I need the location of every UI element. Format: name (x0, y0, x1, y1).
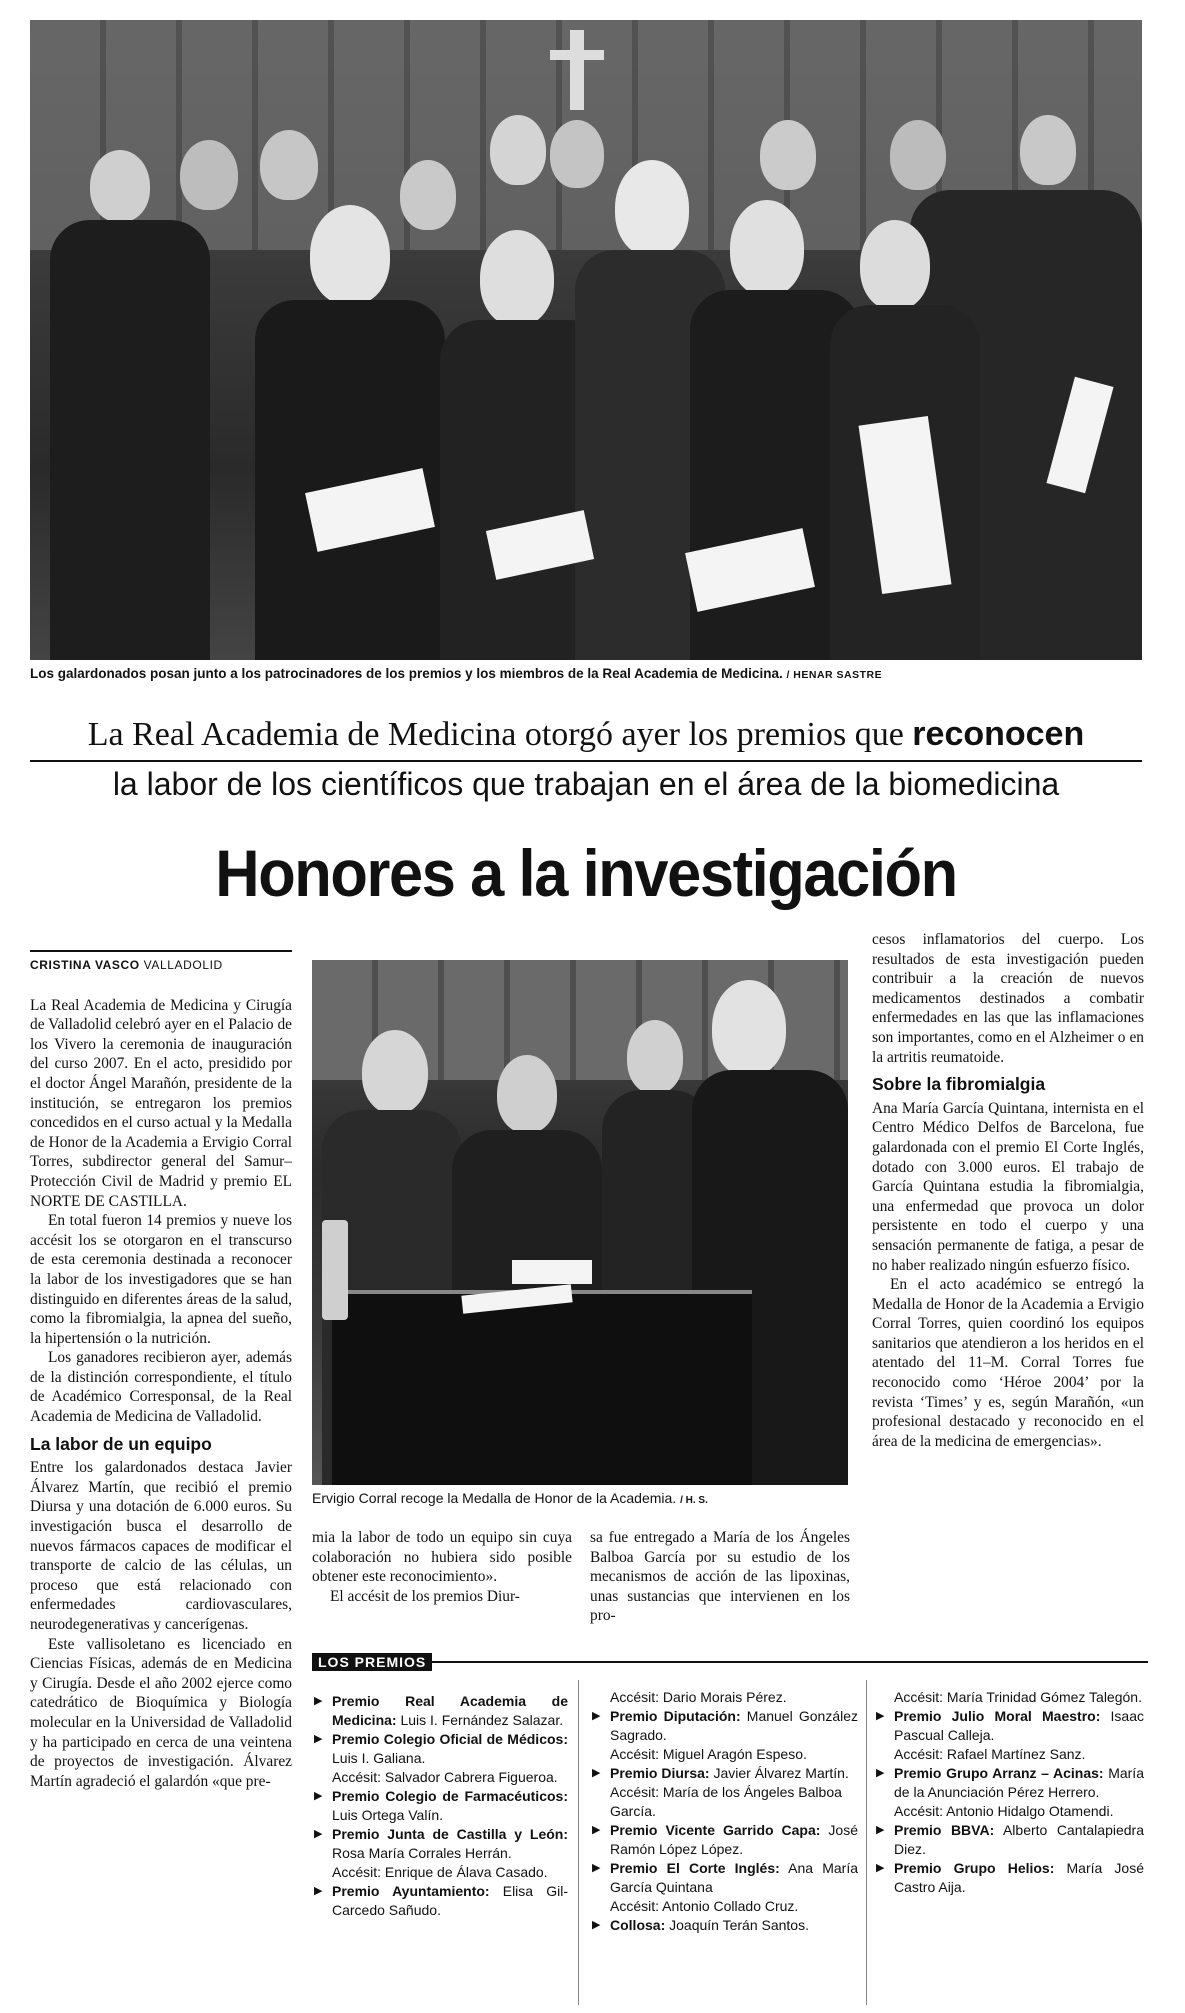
byline (30, 950, 292, 976)
col4-paragraph-1: cesos inflamatorios del cuerpo. Los resultados de esta investigación pueden contribuir a la creación de nuevos medicamentos destinados a combatir enfermedades en las que las inflamaciones son importantes, como en el Alzheimer o en la artritis reumatoide. (872, 931, 1144, 1066)
prize-award: Premio Grupo Arranz – Acinas: (894, 1765, 1104, 1781)
prize-award: Premio El Corte Inglés: (610, 1860, 780, 1876)
prize-winner: Manuel González Sagrado. (610, 1708, 858, 1743)
col1-paragraph-1: La Real Academia de Medicina y Cirugía de Valladolid celebró ayer en el Palacio de los Vivero la ceremonia de inauguración del curso 2007. En el acto, presidido por el doctor Ángel Marañón, presidente de la institución, se entregaron los premios concedidos en el curso actual y la Medalla de Honor de la Academia a Ervigio Corral Torres, subdirector general del Samur–Protección Civil de Madrid y premio EL NORTE DE CASTILLA. (30, 996, 292, 1210)
prize-entry (312, 1825, 568, 1863)
prize-entry (874, 1821, 1144, 1859)
col3-paragraph-1: sa fue entregado a María de los Ángeles Balboa García por su estudio de los mecanismos de acción de las lipoxinas, unas sustancias que intervienen en los pro- (590, 1529, 850, 1625)
col1-paragraph-5: Este vallisoletano es licenciado en Ciencias Físicas, además de en Medicina y Cirugía. Desde el año 2002 ejerce como catedrático de Bioquímica y Biología molecular en la Universidad de Valladolid y ha participado en cerca de una veintena de proyectos de investigación. Álvarez Martín agradeció el galardón «que pre- (30, 1635, 292, 1790)
prize-award: Premio Ayuntamiento: (332, 1883, 490, 1899)
prize-entry (590, 1764, 858, 1783)
prize-entry (590, 1859, 858, 1897)
prize-winner: Rosa María Corrales Herrán. (332, 1845, 512, 1861)
premios-divider-2 (866, 1680, 867, 2005)
column-3 (590, 1528, 850, 1626)
prize-accesit: Accésit: María de los Ángeles Balboa García. (610, 1784, 842, 1819)
photo-caption (30, 666, 1140, 681)
column-4 (872, 930, 1144, 1451)
prize-award: Premio Colegio de Farmacéuticos: (332, 1788, 568, 1804)
premios-label: LOS PREMIOS (312, 1653, 432, 1671)
prize-award: Premio Diursa: (610, 1765, 710, 1781)
prize-entry (590, 1707, 858, 1745)
deck-line-1-plain: La Real Academia de Medicina otorgó ayer los premios que (87, 716, 913, 753)
prize-entry (312, 1692, 568, 1730)
col2-paragraph-2: El accésit de los premios Diur- (330, 1587, 520, 1605)
prize-accesit: Accésit: Dario Morais Pérez. (610, 1689, 787, 1705)
prize-winner: Elisa Gil-Carcedo Sañudo. (332, 1883, 568, 1918)
premios-column-1 (312, 1692, 568, 1920)
prize-winner: Joaquín Terán Santos. (665, 1917, 809, 1933)
deck-line-1-bold: reconocen (912, 715, 1085, 753)
headline: Honores a la investigación (215, 836, 957, 910)
prize-winner: María José Castro Aija. (894, 1860, 1144, 1895)
byline-place: VALLADOLID (139, 958, 223, 972)
prize-winner: Alberto Cantalapiedra Diez. (894, 1822, 1144, 1857)
prize-accesit: Accésit: Enrique de Álava Casado. (332, 1864, 548, 1880)
prize-winner: María de la Anunciación Pérez Herrero. (894, 1765, 1144, 1800)
crucifix (570, 30, 584, 110)
prize-award: Collosa: (610, 1917, 666, 1933)
deck-line-2: la labor de los científicos que trabajan en el área de la biomedicina (112, 766, 1060, 802)
prize-accesit: Accésit: Salvador Cabrera Figueroa. (332, 1769, 558, 1785)
prize-entry (590, 1821, 858, 1859)
column-1 (30, 950, 292, 1791)
prize-entry (312, 1882, 568, 1920)
prize-award: Premio Junta de Castilla y León: (332, 1826, 568, 1842)
deck (30, 712, 1142, 806)
byline-author: CRISTINA VASCO (30, 958, 140, 972)
medal-photo-credit: / H. S. (680, 1495, 708, 1506)
prize-winner: Javier Álvarez Martín. (709, 1765, 849, 1781)
prize-entry (874, 1859, 1144, 1897)
prize-award: Premio Colegio Oficial de Médicos: (332, 1731, 568, 1747)
col1-paragraph-2: En total fueron 14 premios y nueve los accésit los se otorgaron en el transcurso de esta ceremonia destinada a reconocer la labor de los investigadores que se han distinguido en diferentes áreas de la salud, como la fibromialgia, la apnea del sueño, la hipertensión o la nutrición. (30, 1212, 292, 1347)
prize-award: Premio Diputación: (610, 1708, 741, 1724)
medal-photo-caption-text: Ervigio Corral recoge la Medalla de Honor de la Academia. (312, 1490, 677, 1506)
prize-accesit: Accésit: Antonio Hidalgo Otamendi. (894, 1803, 1114, 1819)
prize-accesit: Accésit: Miguel Aragón Espeso. (610, 1746, 807, 1762)
prize-award: Premio Vicente Garrido Capa: (610, 1822, 821, 1838)
col2-paragraph-1: mia la labor de todo un equipo sin cuya colaboración no hubiera sido posible obtener este reconocimiento». (312, 1529, 572, 1586)
prize-award: Premio Grupo Helios: (894, 1860, 1055, 1876)
column-2 (312, 1528, 572, 1606)
photo-credit: / HENAR SASTRE (786, 669, 883, 681)
medal-photo-caption (312, 1490, 852, 1506)
prize-award: Premio Julio Moral Maestro: (894, 1708, 1101, 1724)
prize-winner: Isaac Pascual Calleja. (894, 1708, 1144, 1743)
prize-winner: Luis I. Galiana. (332, 1750, 426, 1766)
crucifix-bar (550, 50, 604, 60)
prize-entry (874, 1707, 1144, 1745)
col1-paragraph-3: Los ganadores recibieron ayer, además de la distinción correspondiente, el título de Académico Corresponsal, de la Real Academia de Medicina de Valladolid. (30, 1349, 292, 1426)
col4-paragraph-2: Ana María García Quintana, internista en el Centro Médico Delfos de Barcelona, fue galardonada con el premio El Corte Inglés, dotado con 3.000 euros. El trabajo de García Quintana estudia la fibromialgia, una enfermedad que provoca un dolor persistente en todo el cuerpo y una sensación permanente de fatiga, a pesar de no haber realizado ningún esfuerzo físico. (872, 1099, 1144, 1274)
deck-line-1 (30, 712, 1142, 762)
photo-caption-text: Los galardonados posan junto a los patrocinadores de los premios y los miembros de la Real Academia de Medicina. (30, 666, 783, 681)
prize-entry (312, 1730, 568, 1768)
prize-award: Premio BBVA: (894, 1822, 995, 1838)
group-photo (30, 20, 1142, 660)
prize-winner: José Ramón López López. (610, 1822, 858, 1857)
prize-winner: Luis Ortega Valín. (332, 1807, 444, 1823)
premios-divider-1 (578, 1680, 579, 2005)
prize-accesit: Accésit: María Trinidad Gómez Talegón. (894, 1689, 1142, 1705)
premios-column-3 (874, 1688, 1144, 1897)
prize-award: Premio Real Academia de Medicina: (332, 1693, 568, 1728)
medal-ceremony-photo (312, 960, 848, 1485)
premios-rule (312, 1661, 1148, 1663)
col4-subhead: Sobre la fibromialgia (872, 1074, 1046, 1095)
col1-paragraph-4: Entre los galardonados destaca Javier Álvarez Martín, que recibió el premio Diursa y una dotación de 6.000 euros. Su investigación busca el desarrollo de nuevos fármacos capaces de modificar el transporte de calcio de las células, un proceso que está relacionado con enfermedades cardiovasculares, neurodegenerativas y cancerígenas. (30, 1459, 292, 1633)
col1-subhead: La labor de un equipo (30, 1433, 212, 1454)
prize-accesit: Accésit: Antonio Collado Cruz. (610, 1898, 799, 1914)
col4-paragraph-3: En el acto académico se entregó la Medalla de Honor de la Academia a Ervigio Corral Torres, quien coordinó los equipos sanitarios que atendieron a los heridos en el atentado del 11–M. Corral Torres fue reconocido como ‘Héroe 2004’ por la revista ‘Times’ y es, según Marañón, «un profesional destacado y reconocido en el área de la medicina de emergencias». (872, 1276, 1144, 1450)
prize-entry (590, 1916, 858, 1935)
prize-winner: Ana María García Quintana (610, 1860, 858, 1895)
prize-entry (874, 1764, 1144, 1802)
prize-entry (312, 1787, 568, 1825)
prize-accesit: Accésit: Rafael Martínez Sanz. (894, 1746, 1086, 1762)
premios-column-2 (590, 1688, 858, 1935)
prize-winner: Luis I. Fernández Salazar. (396, 1712, 564, 1728)
